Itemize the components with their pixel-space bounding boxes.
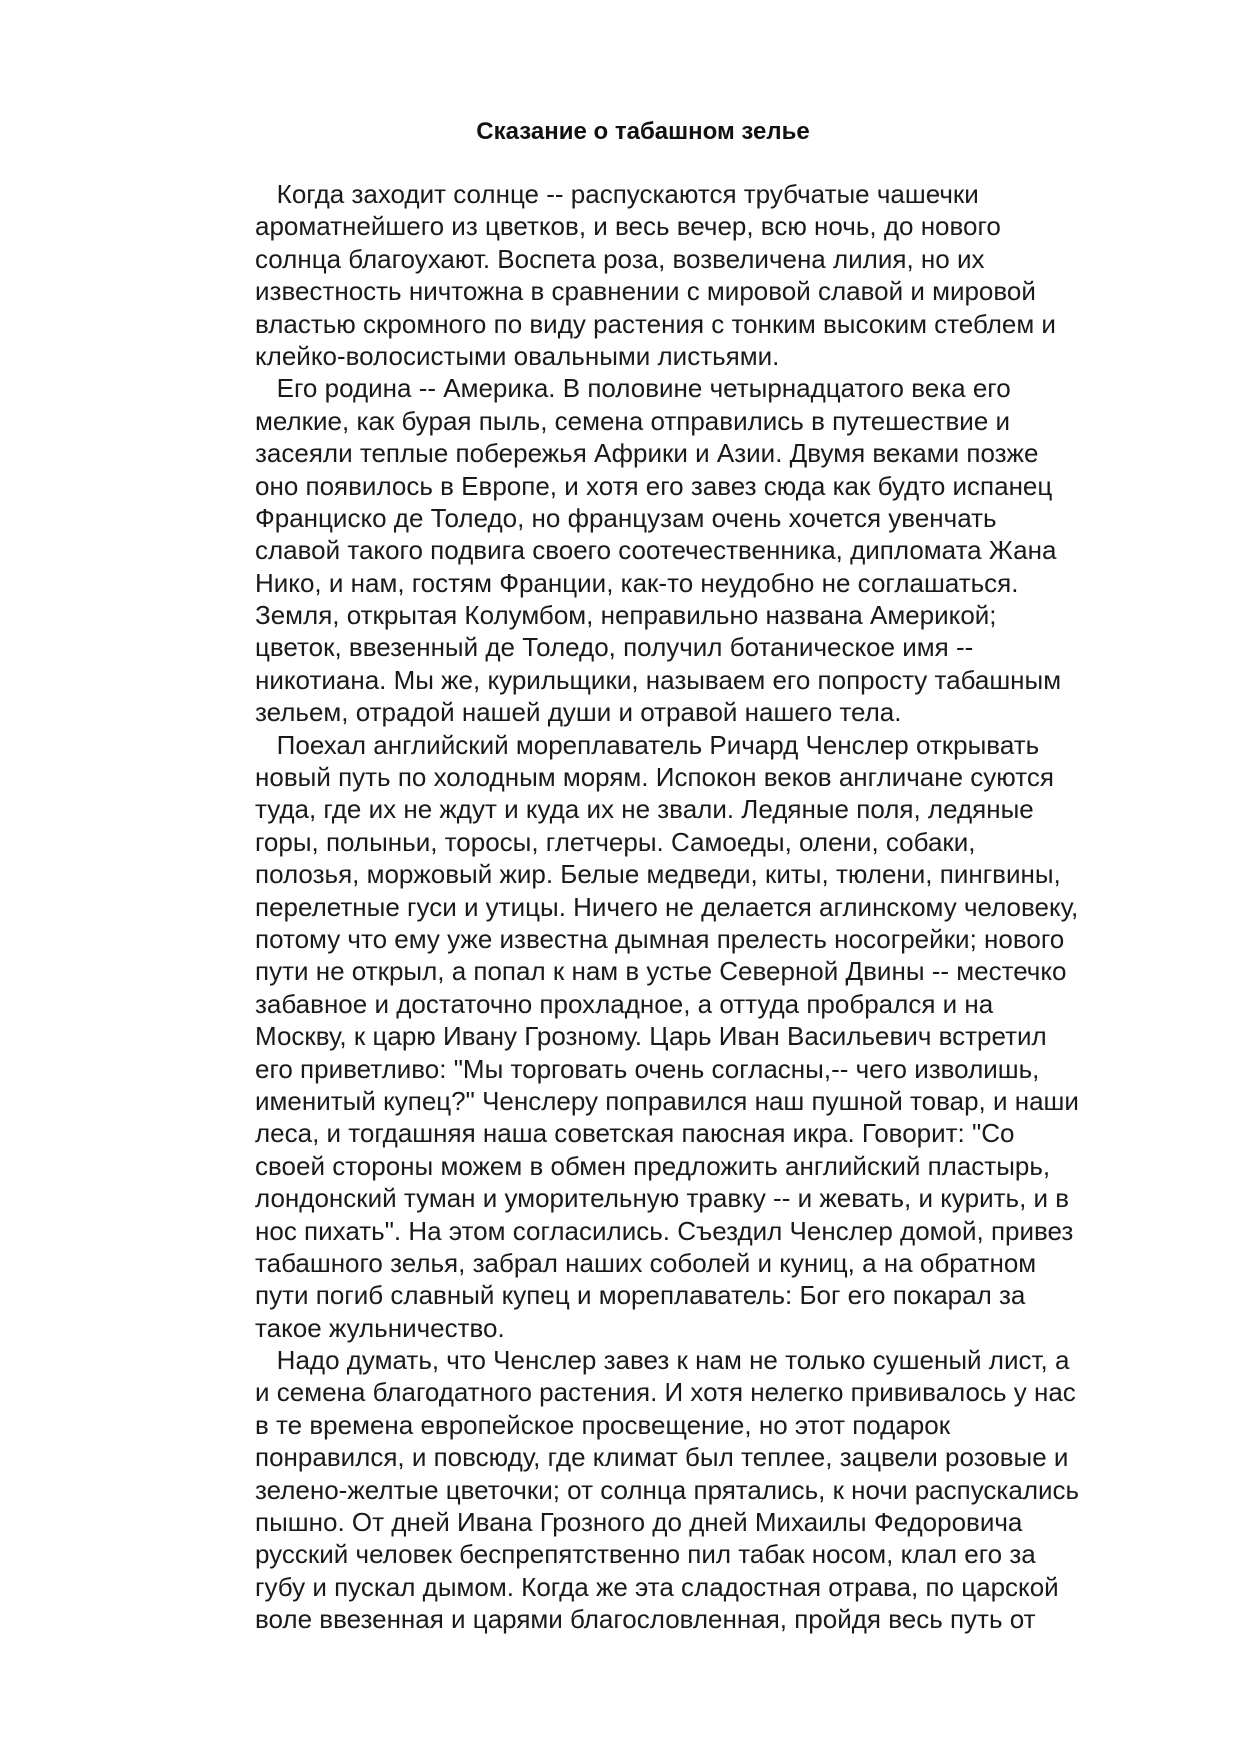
text-line: солнца благоухают. Воспета роза, возвеличена лилия, но их [255,243,985,274]
text-line: леса, и тогдашняя наша советская паюсная икра. Говорит: "Со [255,1118,1015,1149]
text-line: лондонский туман и уморительную травку -- и жевать, и курить, и в [255,1183,1070,1214]
text-line: засеяли теплые побережья Африки и Азии. Двумя веками позже [255,438,1039,469]
text-line: русский человек беспрепятственно пил табак носом, клал его за [255,1539,1036,1570]
text-line: перелетные гуси и утицы. Ничего не делается аглинскому человеку, [255,891,1079,922]
text-line: Нико, и нам, гостям Франции, как-то неудобно не соглашаться. [255,567,1019,598]
text-line: забавное и достаточно прохладное, а оттуда пробрался и на [255,988,994,1019]
text-line: его приветливо: "Мы торговать очень согласны,-- чего изволишь, [255,1053,1040,1084]
text-line: властью скромного по виду растения с тонким высоким стеблем и [255,308,1056,339]
text-line: нос пихать". На этом согласились. Съездил Ченслер домой, привез [255,1215,1074,1246]
text-line: понравился, и повсюду, где климат был теплее, зацвели розовые и [255,1442,1069,1473]
text-line: пути погиб славный купец и мореплаватель: Бог его покарал за [255,1280,1026,1311]
document-title: Сказание о табашном зелье [476,118,810,145]
text-line: своей стороны можем в обмен предложить английский пластырь, [255,1150,1051,1181]
text-line: пышно. От дней Ивана Грозного до дней Михаилы Федоровича [255,1507,1023,1538]
text-line: туда, где их не ждут и куда их не звали. Ледяные поля, ледяные [255,794,1034,825]
text-line: цветок, ввезенный де Толедо, получил ботаническое имя -- [255,632,974,663]
text-line: такое жульничество. [255,1312,505,1343]
text-line: Поехал английский мореплаватель Ричард Ченслер открывать [255,729,1040,760]
text-line: Москву, к царю Ивану Грозному. Царь Иван Васильевич встретил [255,1021,1047,1052]
text-line: воле ввезенная и царями благословленная, пройдя весь путь от [255,1604,1036,1635]
text-line: полозья, моржовый жир. Белые медведи, киты, тюлени, пингвины, [255,859,1061,890]
text-line: Земля, открытая Колумбом, неправильно названа Америкой; [255,600,997,631]
text-line: Надо думать, что Ченслер завез к нам не только сушеный лист, а [255,1345,1070,1376]
text-line: зелено-желтые цветочки; от солнца прятались, к ночи распускались [255,1474,1080,1505]
text-line: славой такого подвига своего соотечественника, дипломата Жана [255,535,1057,566]
text-line: пути не открыл, а попал к нам в устье Северной Двины -- местечко [255,956,1067,987]
text-line: и семена благодатного растения. И хотя нелегко прививалось у нас [255,1377,1076,1408]
text-line: именитый купец?" Ченслеру поправился наш пушной товар, и наши [255,1085,1079,1116]
text-line: зельем, отрадой нашей души и отравой нашего тела. [255,697,902,728]
text-line: Когда заходит солнце -- распускаются трубчатые чашечки [255,179,979,209]
text-line: горы, полыньи, торосы, глетчеры. Самоеды, олени, собаки, [255,826,976,857]
text-line: клейко-волосистыми овальными листьями. [255,340,780,371]
text-line: мелкие, как бурая пыль, семена отправились в путешествие и [255,405,1011,436]
text-line: никотиана. Мы же, курильщики, называем его попросту табашным [255,664,1062,695]
text-line: губу и пускал дымом. Когда же эта сладостная отрава, по царской [255,1571,1059,1602]
text-line: ароматнейшего из цветков, и весь вечер, всю ночь, до нового [255,211,1001,242]
text-line: в те времена европейское просвещение, но этот подарок [255,1409,951,1440]
text-line: табашного зелья, забрал наших соболей и куниц, а на обратном [255,1247,1037,1278]
text-line: новый путь по холодным морям. Испокон веков англичане суются [255,762,1054,793]
text-line: потому что ему уже известна дымная прелесть носогрейки; нового [255,923,1065,954]
text-line: известность ничтожна в сравнении с мировой славой и мировой [255,276,1036,307]
text-line: Его родина -- Америка. В половине четырнадцатого века его [255,373,1011,404]
text-line: Франциско де Толедо, но французам очень хочется увенчать [255,502,997,533]
text-line: оно появилось в Европе, и хотя его завез сюда как будто испанец [255,470,1053,501]
document-body [255,178,1155,1636]
